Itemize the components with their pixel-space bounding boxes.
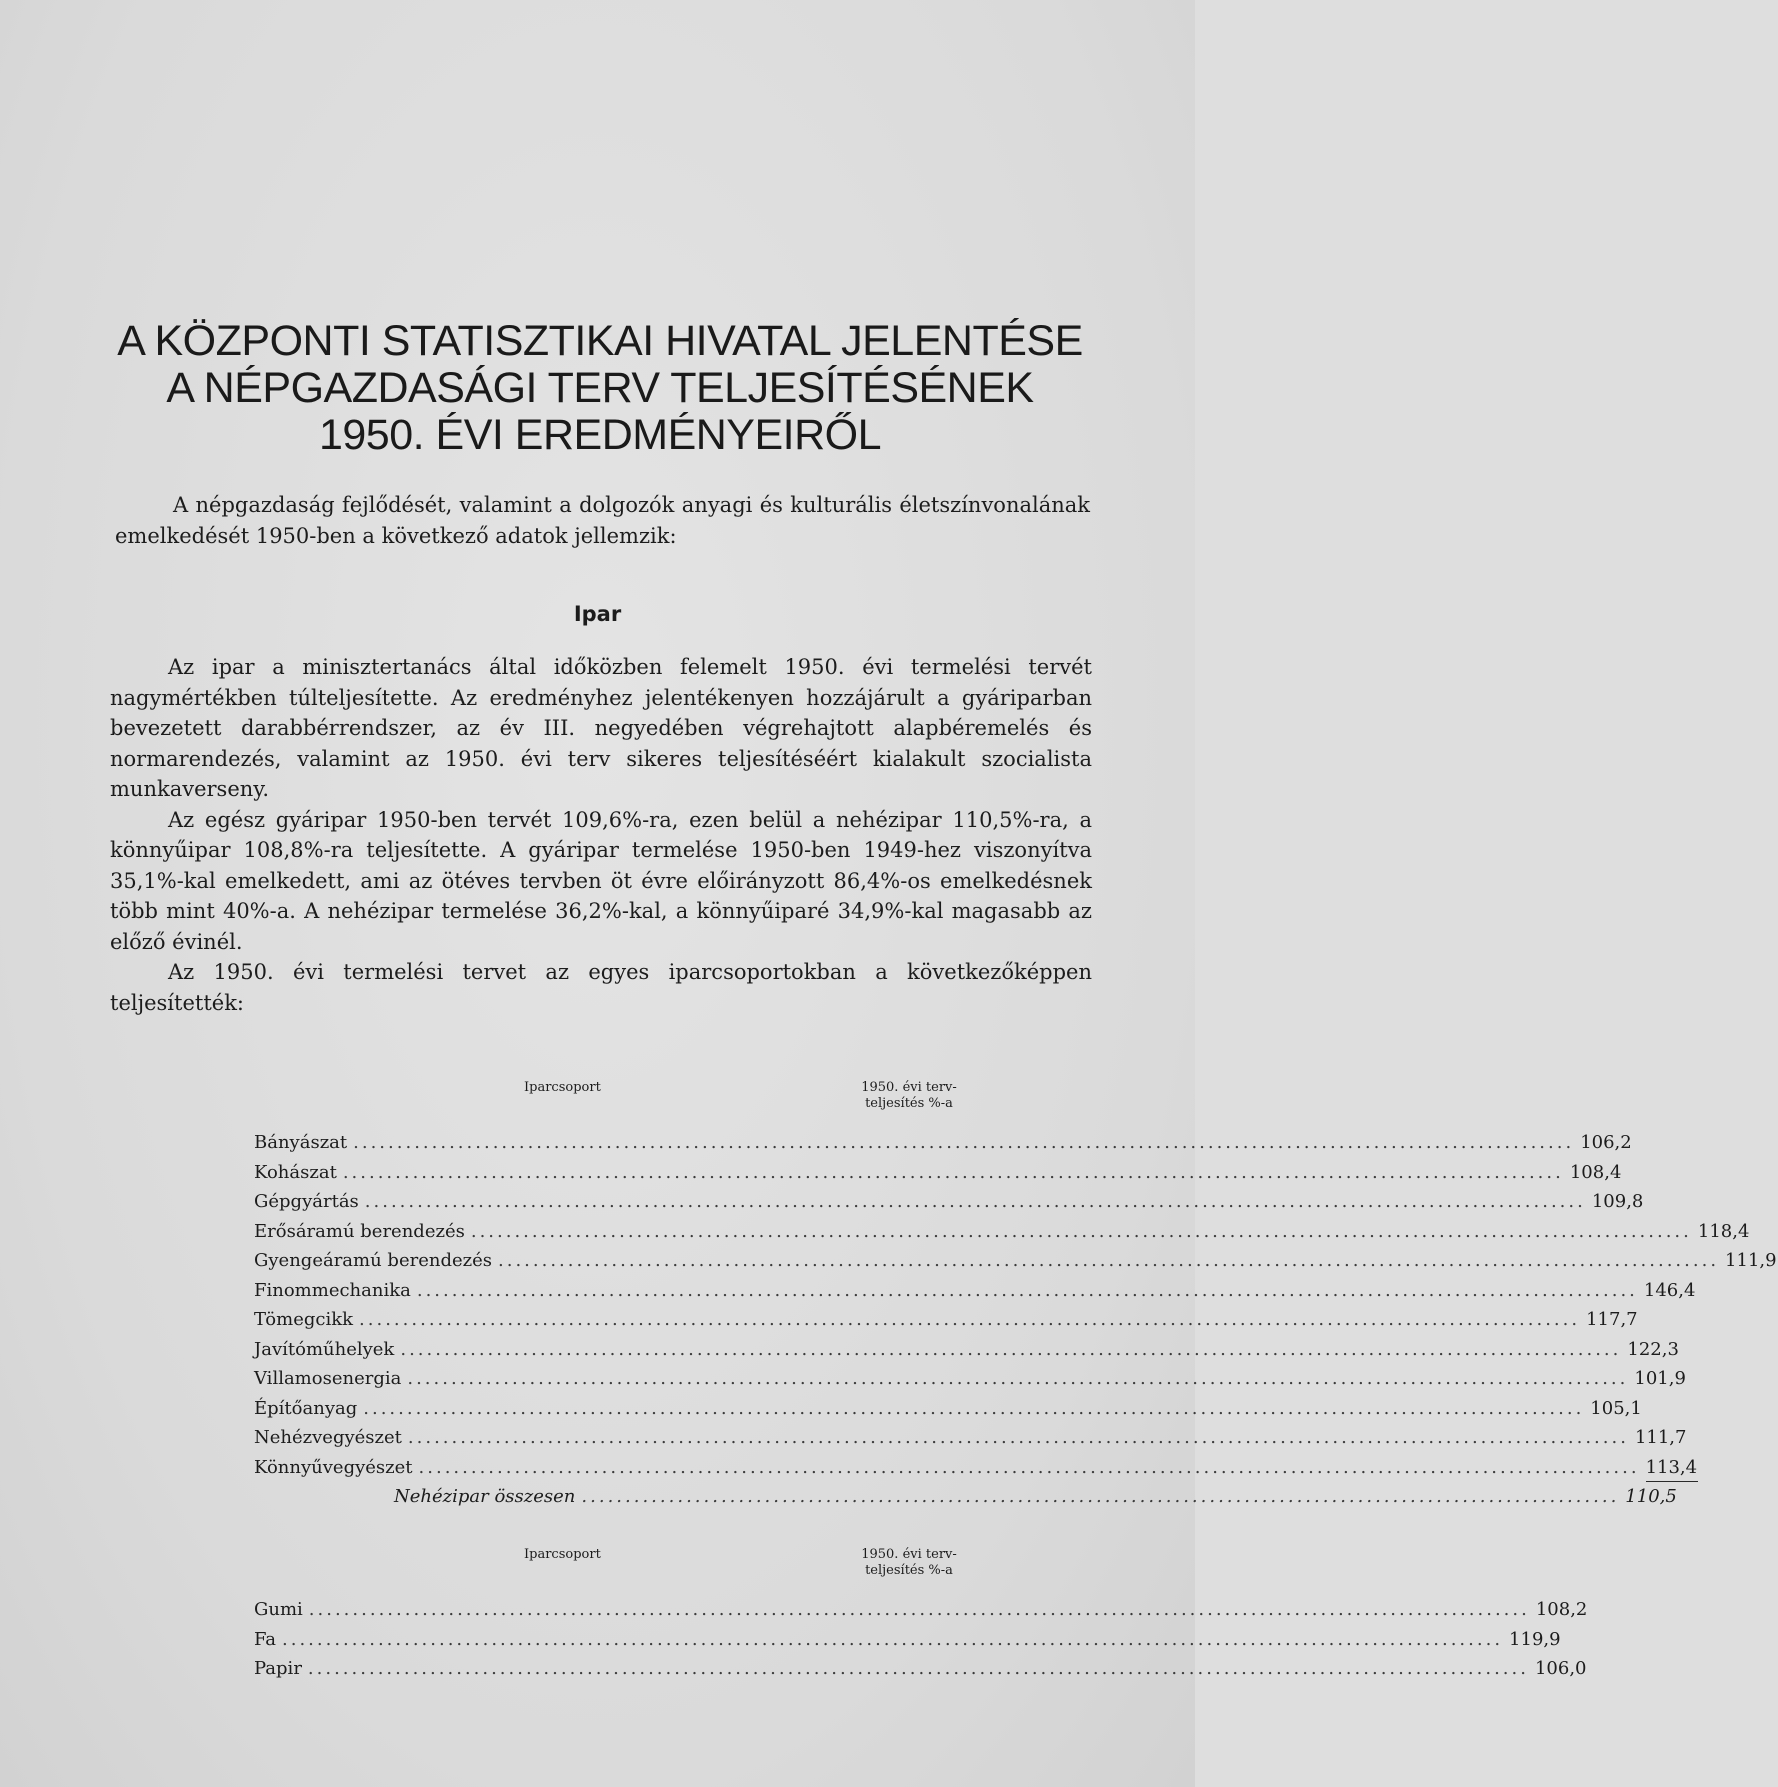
row-value: 101,9 (1634, 1368, 1686, 1389)
header-line: teljesítés %-a (865, 1563, 953, 1578)
leader-dots: ....................................................................................................................... (581, 1486, 1620, 1507)
column-header-group: Iparcsoport (524, 1547, 601, 1562)
table-row (254, 1595, 1588, 1625)
row-value: 117,7 (1586, 1309, 1638, 1330)
intro-paragraph: A népgazdaság fejlődését, valamint a dolgozók anyagi és kulturális életszínvonalának emelkedését 1950-ben a következő adatok jellemzik: (115, 493, 1090, 548)
table-row (254, 1625, 1561, 1655)
table-body (254, 1128, 1777, 1482)
row-value: 105,1 (1590, 1397, 1642, 1419)
header-line: 1950. évi terv- (861, 1080, 957, 1095)
leader-dots: ............................................................................................................................................ (342, 1161, 1564, 1183)
total-value: 110,5 (1625, 1486, 1677, 1507)
table-row (254, 1276, 1696, 1306)
table-row (254, 1305, 1638, 1335)
table-row (254, 1158, 1622, 1188)
leader-dots: ............................................................................................................................................ (308, 1599, 1530, 1620)
leader-dots: ............................................................................................................................................ (418, 1456, 1640, 1478)
leader-dots: ............................................................................................................................................ (416, 1279, 1638, 1301)
row-label: Erősáramú berendezés (254, 1220, 465, 1242)
leader-dots: ............................................................................................................................................ (282, 1628, 1504, 1650)
leader-dots: ............................................................................................................................................ (470, 1220, 1692, 1242)
row-value: 146,4 (1643, 1279, 1696, 1301)
row-value: 109,8 (1591, 1191, 1644, 1212)
row-label: Tömegcikk (254, 1309, 354, 1330)
table-total-row (254, 1482, 1677, 1512)
total-label: Nehézipar összesen (394, 1486, 576, 1507)
header-line: 1950. évi terv- (861, 1547, 957, 1562)
body-paragraph: Az egész gyáripar 1950-ben tervét 109,6%-ra, ezen belül a nehézipar 110,5%-ra, a könnyűipar 108,8%-ra teljesítette. A gyáripar termelése 1950-ben 1949-hez viszonyítva 35,1%-kal emelkedett, ami az ötéves tervben öt évre előirányzott 86,4%-os emelkedésnek több mint 40%-a. A nehézipar termelése 36,2%-kal, a könnyűiparé 34,9%-kal magasabb az előző évinél. (110, 807, 1092, 954)
row-label: Építőanyag (254, 1397, 358, 1419)
row-label: Gépgyártás (254, 1191, 359, 1212)
row-label: Finommechanika (254, 1279, 411, 1301)
row-value: 106,0 (1534, 1658, 1587, 1679)
table-row (254, 1128, 1632, 1158)
row-label: Bányászat (254, 1132, 348, 1153)
row-value: 113,4 (1646, 1455, 1699, 1482)
row-label: Kohászat (254, 1161, 337, 1183)
table-row (254, 1364, 1686, 1394)
row-label: Könnyűvegyészet (254, 1456, 413, 1478)
leader-dots: ............................................................................................................................................ (407, 1427, 1629, 1448)
column-header-fulfillment (839, 1547, 979, 1579)
table-header (254, 1545, 979, 1595)
table-row (254, 1246, 1777, 1276)
table-body (254, 1595, 1588, 1684)
industry-table-light (254, 1545, 1588, 1684)
row-value: 122,3 (1627, 1338, 1679, 1360)
leader-dots: ............................................................................................................................................ (353, 1132, 1575, 1153)
leader-dots: ............................................................................................................................................ (363, 1397, 1585, 1419)
row-label: Papir (254, 1658, 302, 1679)
table-row (254, 1335, 1679, 1365)
table-header (254, 1078, 979, 1128)
section-heading: Ipar (573, 602, 622, 626)
table-row (254, 1187, 1644, 1217)
row-value: 118,4 (1697, 1220, 1750, 1242)
table-row (254, 1394, 1642, 1424)
leader-dots: ............................................................................................................................................ (307, 1658, 1529, 1679)
leader-dots: ............................................................................................................................................ (359, 1309, 1581, 1330)
leader-dots: ............................................................................................................................................ (364, 1191, 1586, 1212)
body-paragraph: Az 1950. évi termelési tervet az egyes iparcsoportokban a következőképpen teljesítették: (110, 960, 1092, 1015)
table-row (254, 1453, 1698, 1483)
header-line: teljesítés %-a (865, 1096, 953, 1111)
row-value: 111,9 (1725, 1250, 1777, 1271)
leader-dots: ............................................................................................................................................ (498, 1250, 1720, 1271)
leader-dots: ............................................................................................................................................ (407, 1368, 1629, 1389)
row-value: 108,2 (1535, 1599, 1588, 1620)
row-value: 119,9 (1509, 1628, 1561, 1650)
row-value: 106,2 (1580, 1132, 1632, 1153)
row-value: 111,7 (1634, 1427, 1687, 1448)
title-line-1: A KÖZPONTI STATISZTIKAI HIVATAL JELENTÉSE (117, 317, 1083, 365)
row-label: Gyengeáramú berendezés (254, 1250, 492, 1271)
row-label: Javítóműhelyek (254, 1338, 395, 1360)
industry-table-heavy (254, 1078, 1777, 1512)
column-header-group: Iparcsoport (524, 1080, 601, 1095)
section-body (110, 652, 1092, 1018)
title-line-2: A NÉPGAZDASÁGI TERV TELJESÍTÉSÉNEK (166, 364, 1034, 412)
row-label: Nehézvegyészet (254, 1427, 402, 1448)
table-row (254, 1654, 1587, 1684)
column-header-fulfillment (839, 1080, 979, 1112)
row-label: Fa (254, 1628, 276, 1650)
table-row (254, 1217, 1750, 1247)
leader-dots: ............................................................................................................................................ (400, 1338, 1622, 1360)
title-line-3: 1950. ÉVI EREDMÉNYEIRŐL (318, 411, 882, 459)
body-paragraph: Az ipar a minisztertanács által időközben felemelt 1950. évi termelési tervét nagymértékben túlteljesítette. Az eredményhez jelentékenyen hozzájárult a gyáriparban bevezetett darabbérrendszer, az év III. negyedében végrehajtott alapbéremelés és normarendezés, valamint az 1950. évi terv sikeres teljesítéséért kialakult szocialista munkaverseny. (110, 655, 1092, 801)
document-title (100, 318, 1100, 459)
row-label: Gumi (254, 1599, 303, 1620)
table-row (254, 1423, 1687, 1453)
row-label: Villamosenergia (254, 1368, 402, 1389)
row-value: 108,4 (1569, 1161, 1622, 1183)
